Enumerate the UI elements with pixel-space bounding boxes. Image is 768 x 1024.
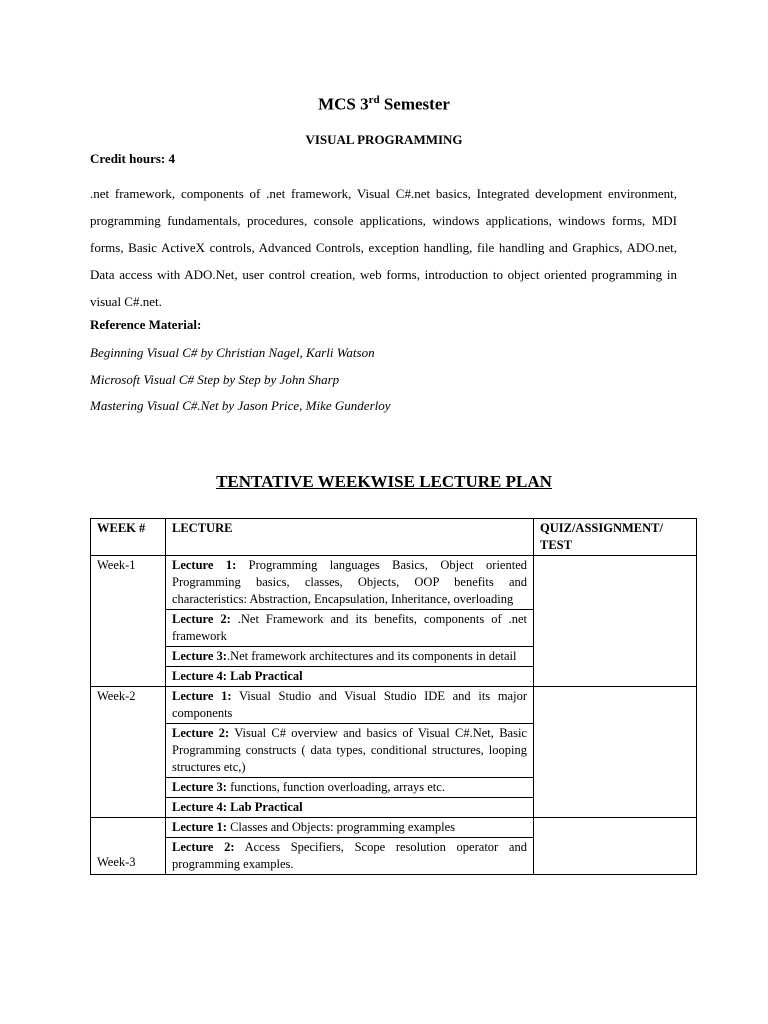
lecture-label: Lecture 2: xyxy=(172,612,231,626)
lecture-text: Visual C# overview and basics of Visual C#.Net, Basic Programming constructs ( data types, conditional structures, looping structures etc,) xyxy=(172,726,527,774)
page-title-text: MCS 3 xyxy=(318,94,369,114)
page-title xyxy=(0,94,768,115)
lecture-label: Lecture 1: xyxy=(172,820,227,834)
lecture-text: .Net framework architectures and its components in detail xyxy=(226,649,517,663)
lecture-cell xyxy=(166,667,534,687)
lecture-text: Visual Studio and Visual Studio IDE and its major components xyxy=(172,689,527,720)
lecture-text: Classes and Objects: programming examples xyxy=(226,820,456,834)
week-cell: Week-2 xyxy=(91,687,166,818)
lecture-cell xyxy=(166,798,534,818)
column-header-quiz: QUIZ/ASSIGNMENT/ TEST xyxy=(534,519,697,556)
lecture-plan-table xyxy=(90,518,697,875)
week-cell: Week-3 xyxy=(91,818,166,875)
lecture-label: Lecture 4: Lab Practical xyxy=(172,800,303,814)
lecture-label: Lecture 3: xyxy=(172,649,227,663)
reference-item: Mastering Visual C#.Net by Jason Price, Mike Gunderloy xyxy=(90,398,391,413)
lecture-label: Lecture 1: xyxy=(172,689,232,703)
quiz-cell xyxy=(534,687,697,818)
course-title: VISUAL PROGRAMMING xyxy=(305,132,463,147)
lecture-label: Lecture 1: xyxy=(172,558,237,572)
week-cell: Week-1 xyxy=(91,556,166,687)
table-row xyxy=(91,687,697,724)
lecture-text: .Net Framework and its benefits, components of .net framework xyxy=(172,612,527,643)
lecture-text: Access Specifiers, Scope resolution operator and programming examples. xyxy=(172,840,527,871)
quiz-cell xyxy=(534,556,697,687)
table-header-row xyxy=(91,519,697,556)
reference-item: Beginning Visual C# by Christian Nagel, Karli Watson xyxy=(90,345,375,360)
quiz-cell xyxy=(534,818,697,875)
lecture-cell xyxy=(166,556,534,610)
lecture-label: Lecture 2: xyxy=(172,726,230,740)
lecture-text: functions, function overloading, arrays etc. xyxy=(226,780,445,794)
lecture-cell xyxy=(166,838,534,875)
reference-heading: Reference Material: xyxy=(90,317,202,332)
table-row xyxy=(91,556,697,610)
lecture-cell xyxy=(166,818,534,838)
lecture-label: Lecture 3: xyxy=(172,780,227,794)
reference-item: Microsoft Visual C# Step by Step by John Sharp xyxy=(90,371,340,387)
lecture-cell xyxy=(166,724,534,778)
reference-list xyxy=(90,340,391,420)
page-title-superscript: rd xyxy=(368,94,380,106)
lecture-cell xyxy=(166,687,534,724)
lecture-label: Lecture 4: Lab Practical xyxy=(172,669,303,683)
lecture-cell xyxy=(166,647,534,667)
table-row xyxy=(91,818,697,838)
lecture-plan-title: TENTATIVE WEEKWISE LECTURE PLAN xyxy=(216,472,552,491)
lecture-label: Lecture 2: xyxy=(172,840,235,854)
column-header-lecture: LECTURE xyxy=(166,519,534,556)
lecture-text: Programming languages Basics, Object oriented Programming basics, classes, Objects, OOP benefits and characteristics: Abstraction, Encapsulation, Inheritance, overloading xyxy=(172,558,527,606)
lecture-cell xyxy=(166,778,534,798)
lecture-cell xyxy=(166,610,534,647)
credit-hours: Credit hours: 4 xyxy=(90,151,175,166)
column-header-week: WEEK # xyxy=(91,519,166,556)
course-description: .net framework, components of .net framework, Visual C#.net basics, Integrated development environment, programming fundamentals, procedures, console applications, windows applications, windows forms, MDI forms, Basic ActiveX controls, Advanced Controls, exception handling, file handling and Graphics, ADO.net, Data access with ADO.Net, user control creation, web forms, introduction to object oriented programming in visual C#.net. xyxy=(90,186,677,309)
page-title-suffix: Semester xyxy=(379,94,450,114)
